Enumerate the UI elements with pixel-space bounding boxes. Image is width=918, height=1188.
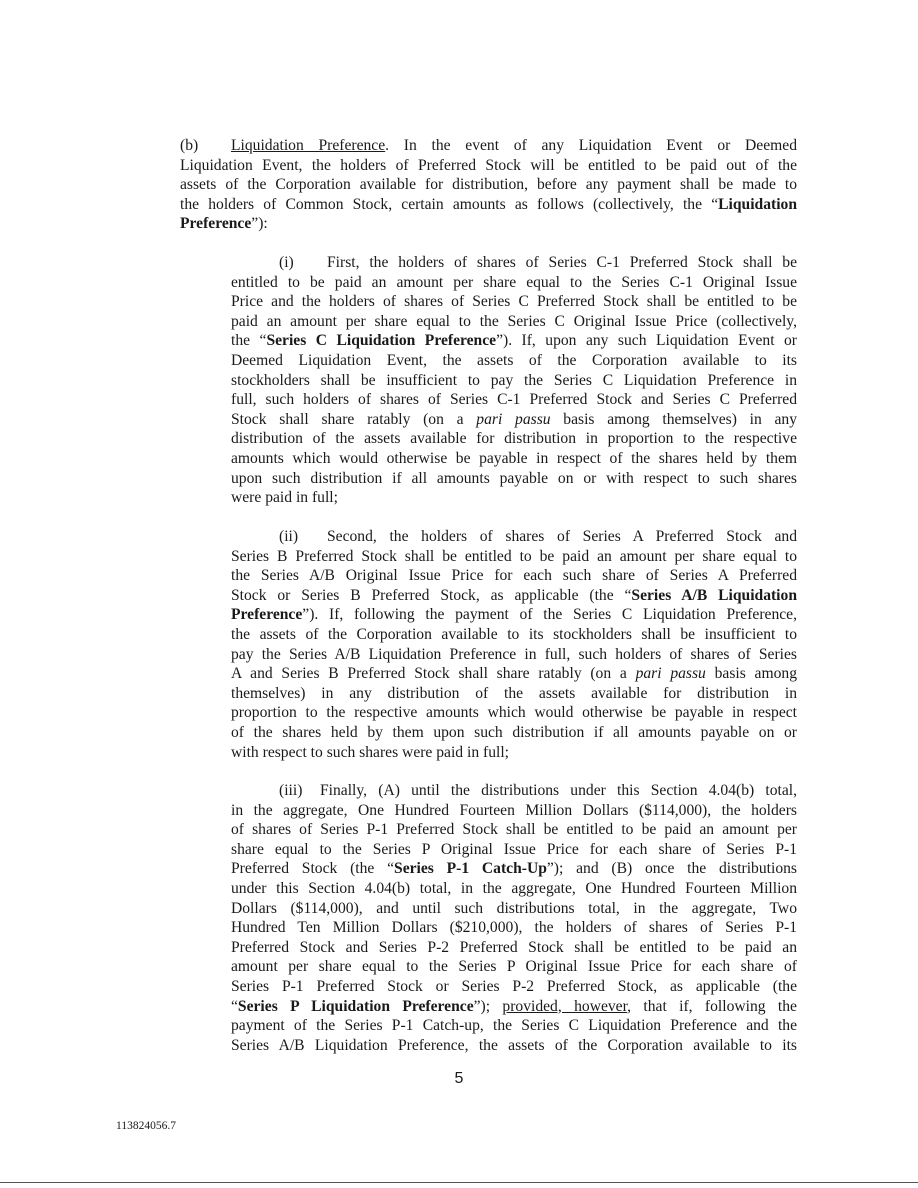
section-b-marker: (b) [180, 137, 199, 154]
defined-term-series-p1-catch-up: Series P-1 Catch-Up [394, 860, 547, 878]
defined-term-series-c-liquidation-preference: Series C Liquidation Preference [266, 332, 497, 350]
provided-however-underline: provided, however [502, 997, 628, 1015]
defined-term-liquidation: Liquidation [718, 195, 797, 213]
defined-term-series-ab-liquidation: Series A/B Liquidation [631, 586, 797, 604]
subsection-iii-paragraph: (iii) Finally, (A) until the distributions under this Section 4.04(b) total, in the aggregate, One Hundred Fourteen Million Dollars ($114,000), the holders of shares of Series P-1 Preferred Stock shall be entitled to be paid an amount per share equal to the Series P Original Issue Price for each share of Series P-1 Preferred Stock (the “Series P-1 Catch-Up”); and (B) once the distributions under this Section 4.04(b) total, in the aggregate, One Hundred Fourteen Million Dollars ($114,000), and until such distributions total, in the aggregate, Two Hundred Ten Million Dollars ($210,000), the holders of shares of Series P-1 Preferred Stock and Series P-2 Preferred Stock shall be entitled to be paid an amount per share equal to the Series P Original Issue Price for each share of Series P-1 Preferred Stock or Series P-2 Preferred Stock, as applicable (the “Series P Liquidation Preference”); provided, however, that if, following the payment of the Series P-1 Catch-up, the Series C Liquidation Preference and the Series A/B Liquidation Preference, the assets of the Corporation available to its [231, 782, 797, 1054]
subsection-i-paragraph: (i) First, the holders of shares of Series C-1 Preferred Stock shall be entitled to be paid an amount per share equal to the Series C-1 Original Issue Price and the holders of shares of Series C Preferred Stock shall be entitled to be paid an amount per share equal to the Series C Original Issue Price (collectively, the “Series C Liquidation Preference”). If, upon any such Liquidation Event or Deemed Liquidation Event, the assets of the Corporation available to its stockholders shall be insufficient to pay the Series C Liquidation Preference in full, such holders of shares of Series C-1 Preferred Stock and Series C Preferred Stock shall share ratably (on a pari passu basis among themselves) in any distribution of the assets available for distribution in proportion to the respective amounts which would otherwise be payable in respect of the shares held by them upon such distribution if all amounts payable on or with respect to such shares were paid in full; [231, 254, 798, 507]
defined-term-series-p-liquidation-preference: Series P Liquidation Preference [237, 997, 474, 1015]
section-b-paragraph: (b) Liquidation Preference. In the event of any Liquidation Event or Deemed Liquidation Event, the holders of Preferred Stock will be entitled to be paid out of the assets of the Corporation available for distribution, before any payment shall be made to the holders of Common Stock, certain amounts as follows (collectively, the “Liquidation Preference”): [180, 137, 797, 233]
pari-passu-italic: pari passu [635, 665, 706, 683]
subsection-i-marker: (i) [279, 254, 294, 271]
defined-term-preference: Preference [180, 215, 252, 233]
subsection-ii-paragraph: (ii) Second, the holders of shares of Series A Preferred Stock and Series B Preferred Stock shall be entitled to be paid an amount per share equal to the Series A/B Original Issue Price for each such share of Series A Preferred Stock or Series B Preferred Stock, as applicable (the “Series A/B Liquidation Preference”). If, following the payment of the Series C Liquidation Preference, the assets of the Corporation available to its stockholders shall be insufficient to pay the Series A/B Liquidation Preference in full, such holders of shares of Series A and Series B Preferred Stock shall share ratably (on a pari passu basis among themselves) in any distribution of the assets available for distribution in proportion to the respective amounts which would otherwise be payable in respect of the shares held by them upon such distribution if all amounts payable on or with respect to such shares were paid in full; [231, 528, 797, 761]
subsection-ii-marker: (ii) [279, 528, 299, 545]
page-number: 5 [454, 1070, 464, 1087]
defined-term-series-ab-preference: Preference [231, 606, 303, 624]
subsection-iii-marker: (iii) [279, 782, 303, 799]
section-b-heading: Liquidation Preference [231, 137, 386, 154]
pari-passu-italic: pari passu [476, 410, 551, 428]
scan-edge-divider [0, 1182, 918, 1183]
document-id: 113824056.7 [116, 1120, 176, 1132]
